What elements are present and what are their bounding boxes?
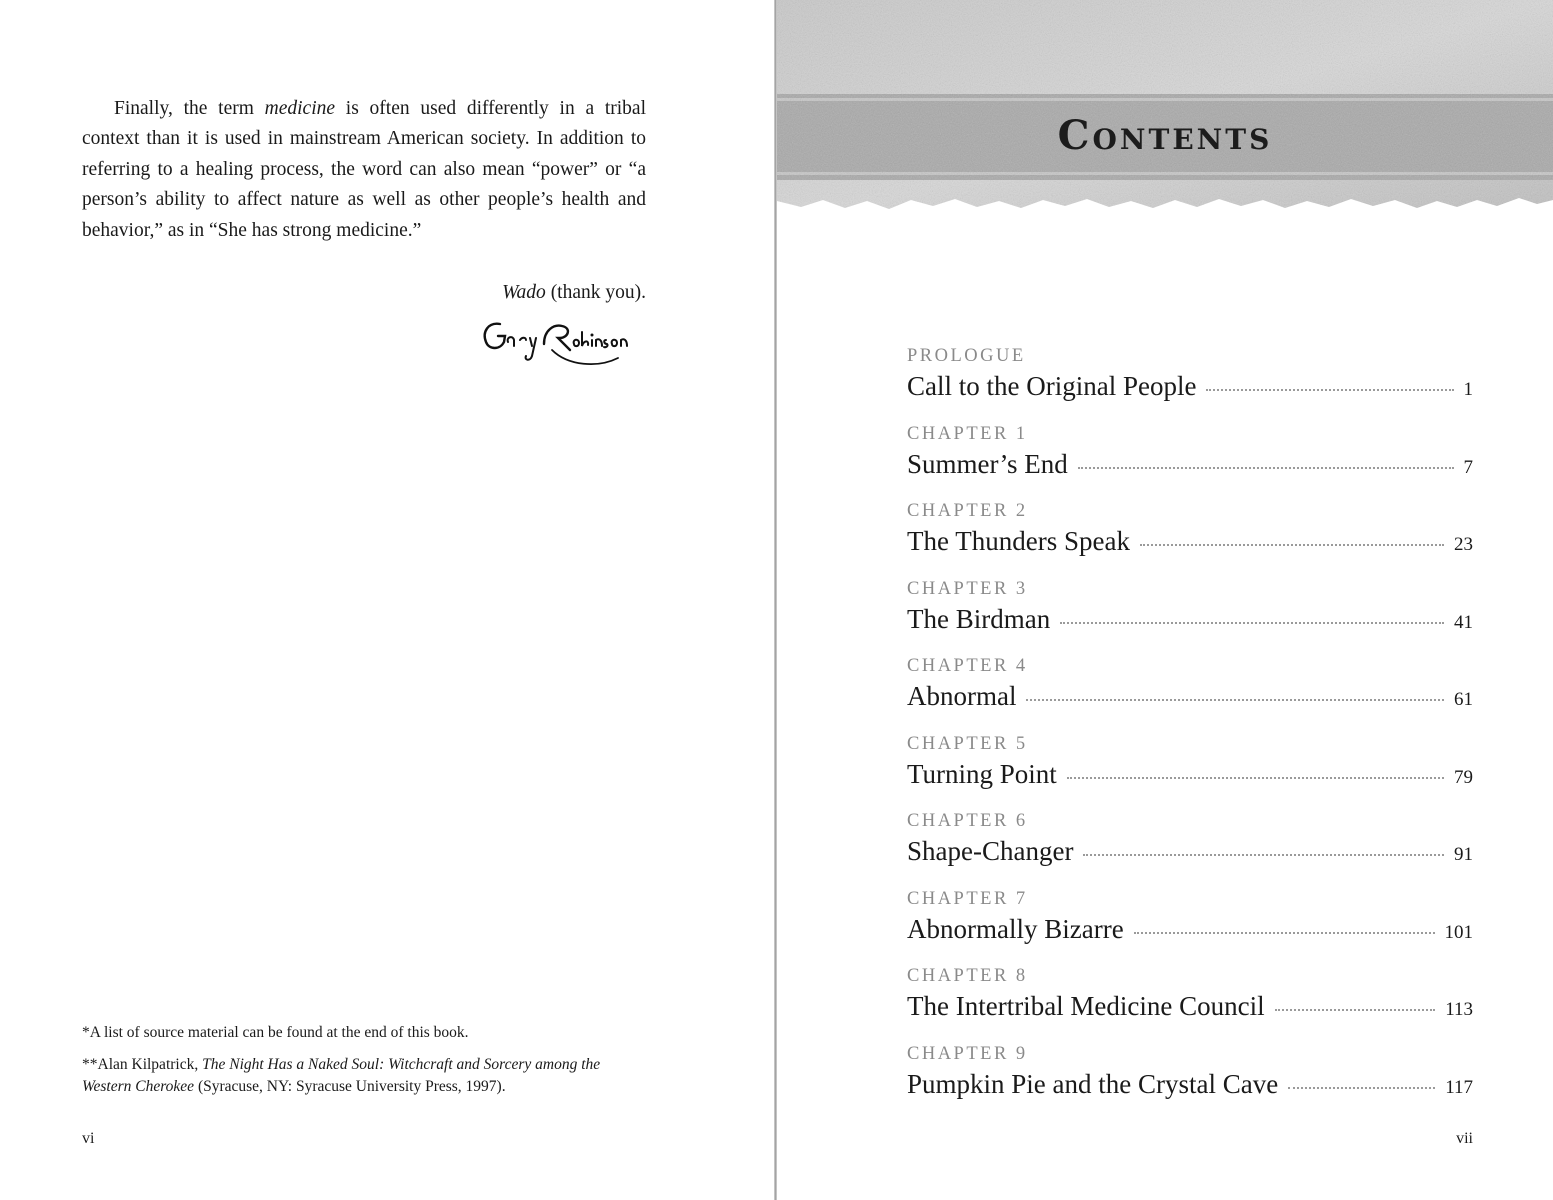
toc-entry-label: CHAPTER 4 bbox=[907, 656, 1028, 676]
toc-entry-page: 23 bbox=[1454, 534, 1473, 555]
contents-title: Contents bbox=[1057, 112, 1273, 159]
toc-entry-label: CHAPTER 9 bbox=[907, 1043, 1028, 1064]
toc-entry-page: 61 bbox=[1454, 689, 1473, 710]
footnote-2-title: The Night Has a Naked Soul: Witchcraft and Sorcery among the Western Cherokee bbox=[82, 1056, 601, 1095]
toc-entry-label: CHAPTER 2 bbox=[907, 501, 1028, 521]
footnote-2-lead: **Alan Kilpatrick, bbox=[82, 1056, 203, 1073]
page-number-right: vii bbox=[1456, 1130, 1473, 1147]
toc-entry-title: Summer’s End bbox=[907, 448, 1068, 479]
toc-entry-label: CHAPTER 3 bbox=[907, 578, 1028, 599]
paragraph-emphasis: medicine bbox=[264, 98, 336, 119]
toc-entry-label: CHAPTER 8 bbox=[907, 966, 1028, 986]
footnotes bbox=[82, 1022, 652, 1108]
body-paragraph bbox=[82, 94, 646, 246]
toc-entry-title: Abnormal bbox=[907, 681, 1017, 711]
toc-entry bbox=[907, 498, 1473, 576]
toc-dot-leader bbox=[1067, 777, 1444, 779]
signature bbox=[478, 310, 648, 377]
toc-entry-row bbox=[907, 679, 1473, 717]
thanks-line bbox=[82, 278, 646, 308]
toc-entry-title: Abnormally Bizarre bbox=[907, 913, 1124, 944]
toc-dot-leader bbox=[1134, 932, 1435, 934]
toc-dot-leader bbox=[1275, 1009, 1436, 1011]
toc-entry-label: CHAPTER 5 bbox=[907, 733, 1028, 754]
toc-entry bbox=[907, 963, 1473, 1041]
paragraph-rest: is often used differently in a tribal context than it is used in mainstream American society. In addition to referring to a healing process, the word can also mean “power” or “a person’s ability to affect nature as well as other people’s health and behavior,” as in “She has strong medicine.” bbox=[82, 98, 646, 241]
thanks-emphasis: Wado bbox=[502, 282, 546, 303]
toc-dot-leader bbox=[1083, 854, 1444, 856]
toc-entry-row bbox=[907, 369, 1473, 407]
footnote-2 bbox=[82, 1054, 652, 1098]
toc-entry-title: Shape-Changer bbox=[907, 836, 1074, 866]
toc-entry-page: 1 bbox=[1463, 379, 1473, 400]
right-page bbox=[777, 0, 1553, 1200]
paragraph-lead: Finally, the term bbox=[114, 98, 265, 119]
page-number-left: vi bbox=[82, 1130, 95, 1147]
toc-entry bbox=[907, 1041, 1473, 1119]
toc-entry-page: 117 bbox=[1445, 1076, 1473, 1098]
toc-entry-row bbox=[907, 989, 1473, 1027]
toc-entry-row bbox=[907, 834, 1473, 872]
thanks-rest: (thank you). bbox=[545, 282, 646, 303]
toc-entry-row bbox=[907, 912, 1473, 950]
toc-dot-leader bbox=[1026, 699, 1444, 701]
toc-entry bbox=[907, 653, 1473, 731]
toc-entry-title: The Intertribal Medicine Council bbox=[907, 991, 1265, 1021]
toc-entry-row bbox=[907, 524, 1473, 562]
toc-entry-page: 79 bbox=[1454, 766, 1473, 788]
toc-entry-title: The Birdman bbox=[907, 603, 1051, 634]
toc-entry-title: Turning Point bbox=[907, 758, 1057, 789]
toc-entry bbox=[907, 886, 1473, 964]
toc-entry-page: 113 bbox=[1445, 999, 1473, 1020]
toc-entry-row bbox=[907, 602, 1473, 640]
toc-dot-leader bbox=[1140, 544, 1444, 546]
left-page bbox=[0, 0, 774, 1200]
toc-dot-leader bbox=[1060, 622, 1444, 624]
toc-entry-page: 7 bbox=[1463, 456, 1473, 478]
toc-entry bbox=[907, 731, 1473, 809]
toc-dot-leader bbox=[1288, 1087, 1435, 1089]
table-of-contents bbox=[907, 343, 1473, 1118]
toc-dot-leader bbox=[1206, 389, 1453, 391]
footnote-1: *A list of source material can be found at the end of this book. bbox=[82, 1024, 469, 1041]
toc-entry-title: Pumpkin Pie and the Crystal Cave bbox=[907, 1068, 1279, 1099]
toc-entry-label: CHAPTER 1 bbox=[907, 423, 1028, 444]
toc-entry bbox=[907, 421, 1473, 499]
toc-entry-row bbox=[907, 447, 1473, 485]
toc-dot-leader bbox=[1078, 467, 1454, 469]
toc-entry-page: 91 bbox=[1454, 844, 1473, 865]
toc-entry-label: PROLOGUE bbox=[907, 346, 1026, 366]
toc-entry-row bbox=[907, 757, 1473, 795]
toc-entry-title: Call to the Original People bbox=[907, 371, 1197, 401]
toc-entry-label: CHAPTER 7 bbox=[907, 888, 1028, 909]
toc-entry bbox=[907, 808, 1473, 886]
toc-entry bbox=[907, 576, 1473, 654]
toc-entry-label: CHAPTER 6 bbox=[907, 811, 1028, 831]
toc-entry-page: 41 bbox=[1454, 611, 1473, 633]
toc-entry bbox=[907, 343, 1473, 421]
toc-entry-page: 101 bbox=[1444, 921, 1473, 943]
footnote-2-rest: (Syracuse, NY: Syracuse University Press, 1997). bbox=[194, 1078, 506, 1095]
toc-entry-title: The Thunders Speak bbox=[907, 526, 1130, 556]
toc-entry-row bbox=[907, 1067, 1473, 1105]
signature-graphic bbox=[478, 310, 648, 372]
